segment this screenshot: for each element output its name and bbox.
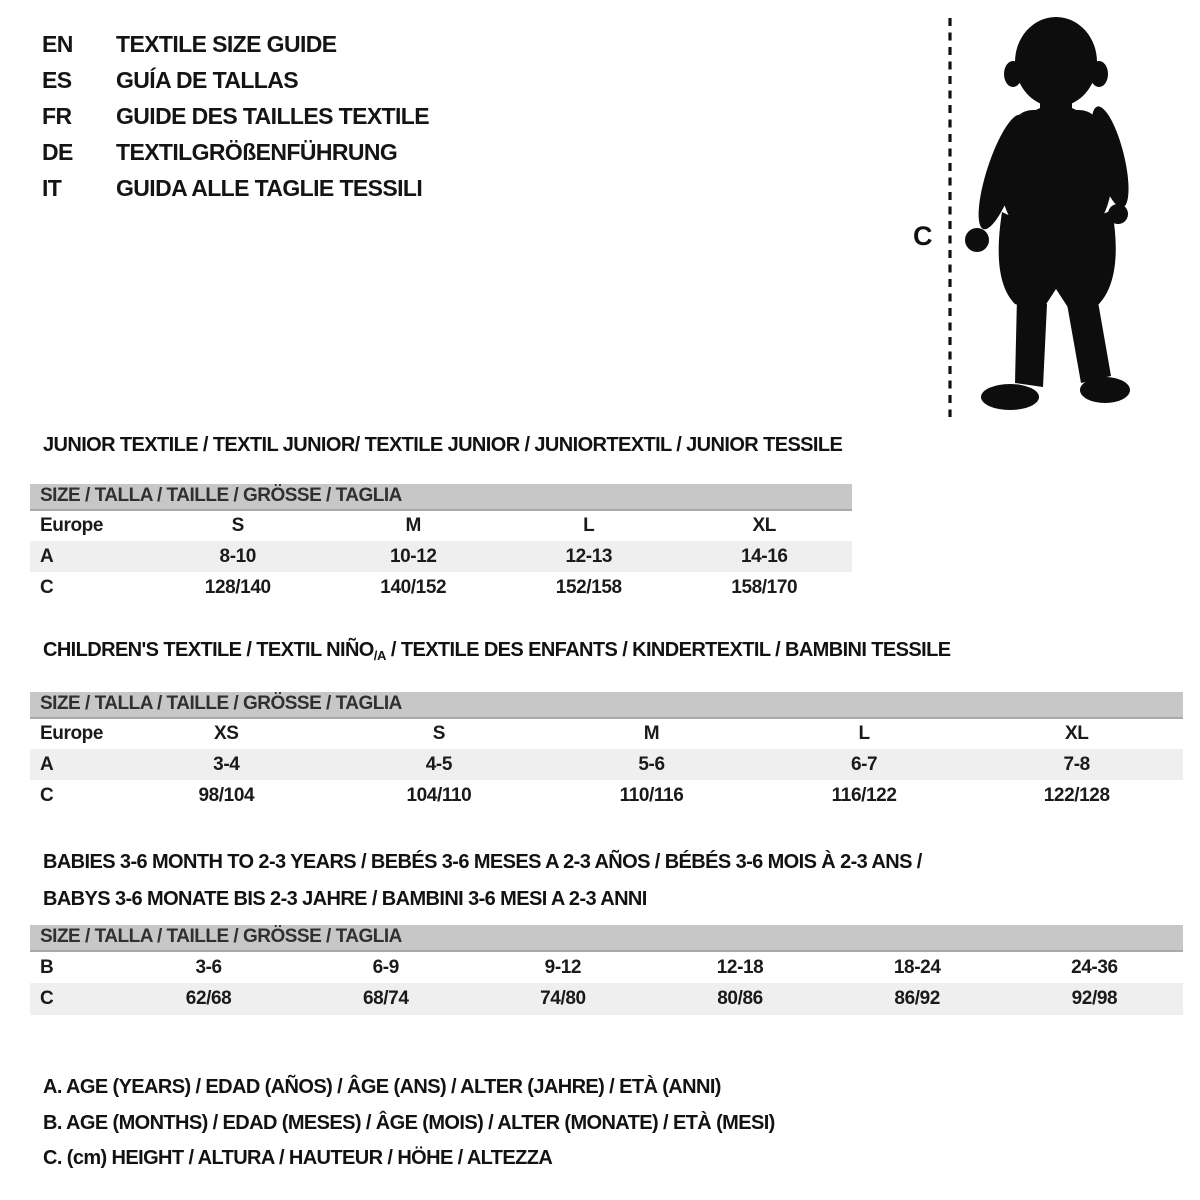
row-label: C <box>40 784 54 806</box>
table-cell: S <box>231 515 244 536</box>
table-cell: 104/110 <box>406 784 472 806</box>
lang-row-de <box>42 134 429 170</box>
table-cell: S <box>432 723 446 744</box>
table-cell: 9-12 <box>544 956 582 978</box>
lang-row-en <box>42 26 429 62</box>
height-measure-label: C <box>913 221 933 251</box>
size-header-bar: SIZE / TALLA / TAILLE / GRÖSSE / TAGLIA <box>30 692 1183 718</box>
lang-label: GUIDA ALLE TAGLIE TESSILI <box>116 174 423 201</box>
table-cell: 92/98 <box>1006 983 1183 1015</box>
title-text: CHILDREN'S TEXTILE / TEXTIL NIÑO <box>43 639 374 661</box>
table-cell: XS <box>214 723 239 744</box>
section-title-babies <box>43 844 922 918</box>
table-cell: M <box>405 515 421 536</box>
table-cell: 68/74 <box>297 983 474 1015</box>
row-label: A <box>30 541 150 572</box>
table-cell: 140/152 <box>380 576 447 598</box>
row-label: C <box>30 983 120 1015</box>
title-subscript: /A <box>373 648 386 663</box>
lang-code: FR <box>42 102 72 129</box>
child-height-figure <box>905 12 1155 424</box>
table-cell: 12-13 <box>501 541 677 572</box>
table-cell: 12-18 <box>716 956 764 978</box>
table-cell: 152/158 <box>555 576 622 598</box>
row-label: Europe <box>40 515 104 536</box>
table-cell: XL <box>752 515 776 536</box>
legend-line-c: C. (cm) HEIGHT / ALTURA / HAUTEUR / HÖHE / ALTEZZA <box>43 1147 553 1169</box>
lang-row-it <box>42 170 429 206</box>
table-row-months <box>30 951 1183 983</box>
row-label: Europe <box>40 723 104 744</box>
table-cell: 6-7 <box>758 749 971 780</box>
size-header-row <box>30 692 1183 718</box>
title-line-1: BABIES 3-6 MONTH TO 2-3 YEARS / BEBÉS 3-6 MESES A 2-3 AÑOS / BÉBÉS 3-6 MOIS À 2-3 ANS / <box>43 851 922 873</box>
table-cell: 74/80 <box>474 983 651 1015</box>
size-table-babies <box>30 925 1183 1015</box>
lang-row-es <box>42 62 429 98</box>
lang-code: EN <box>42 30 73 57</box>
table-cell: 3-4 <box>120 749 333 780</box>
table-cell: 110/116 <box>619 784 684 806</box>
size-table-children <box>30 692 1183 811</box>
table-cell: 128/140 <box>204 576 271 598</box>
table-row-height <box>30 780 1183 811</box>
row-label: C <box>40 576 54 598</box>
table-cell: 10-12 <box>326 541 502 572</box>
lang-label: TEXTILE SIZE GUIDE <box>116 30 337 57</box>
table-cell: 98/104 <box>198 784 255 806</box>
table-cell: 80/86 <box>651 983 828 1015</box>
section-title-junior: JUNIOR TEXTILE / TEXTIL JUNIOR/ TEXTILE JUNIOR / JUNIORTEXTIL / JUNIOR TESSILE <box>43 434 843 456</box>
title-line-2: BABYS 3-6 MONATE BIS 2-3 JAHRE / BAMBINI 3-6 MESI A 2-3 ANNI <box>43 888 647 910</box>
legend-line-b: B. AGE (MONTHS) / EDAD (MESES) / ÂGE (MOIS) / ALTER (MONATE) / ETÀ (MESI) <box>43 1111 775 1134</box>
table-cell: M <box>643 723 660 744</box>
lang-row-fr <box>42 98 429 134</box>
size-header-bar: SIZE / TALLA / TAILLE / GRÖSSE / TAGLIA <box>30 484 852 510</box>
table-cell: 122/128 <box>1043 784 1110 806</box>
table-cell: 18-24 <box>893 956 941 978</box>
table-cell: L <box>858 723 870 744</box>
table-cell: 5-6 <box>545 749 758 780</box>
table-cell: 6-9 <box>372 956 399 978</box>
table-row-europe <box>30 510 852 541</box>
toddler-silhouette-icon <box>965 17 1136 410</box>
lang-code: DE <box>42 138 73 165</box>
lang-label: GUÍA DE TALLAS <box>116 66 298 93</box>
legend-line-a: A. AGE (YEARS) / EDAD (AÑOS) / ÂGE (ANS) / ALTER (JAHRE) / ETÀ (ANNI) <box>43 1076 721 1098</box>
table-cell: XL <box>1064 723 1089 744</box>
lang-code: IT <box>42 174 62 201</box>
size-table-junior <box>30 484 852 603</box>
table-cell: 62/68 <box>120 983 297 1015</box>
table-row-height <box>30 572 852 603</box>
size-header-row <box>30 925 1183 951</box>
table-row-height <box>30 983 1183 1015</box>
table-cell: 7-8 <box>970 749 1183 780</box>
lang-label: TEXTILGRÖßENFÜHRUNG <box>116 138 398 165</box>
table-cell: 158/170 <box>731 576 798 598</box>
table-cell: 24-36 <box>1071 956 1118 978</box>
row-label: A <box>30 749 120 780</box>
size-header-bar: SIZE / TALLA / TAILLE / GRÖSSE / TAGLIA <box>30 925 1183 951</box>
table-cell: 3-6 <box>195 956 222 978</box>
row-label: B <box>40 956 54 978</box>
section-title-children <box>43 639 950 663</box>
table-cell: 116/122 <box>831 784 897 806</box>
lang-label: GUIDE DES TAILLES TEXTILE <box>116 102 429 129</box>
lang-code: ES <box>42 66 72 93</box>
table-cell: 14-16 <box>677 541 853 572</box>
table-row-europe <box>30 718 1183 749</box>
table-cell: 4-5 <box>333 749 546 780</box>
table-cell: 86/92 <box>829 983 1006 1015</box>
language-list <box>42 26 429 206</box>
legend <box>43 1070 775 1177</box>
title-text: / TEXTILE DES ENFANTS / KINDERTEXTIL / BAMBINI TESSILE <box>385 639 951 661</box>
size-header-row <box>30 484 852 510</box>
table-cell: L <box>583 515 595 536</box>
table-cell: 8-10 <box>150 541 326 572</box>
table-row-age <box>30 541 852 572</box>
table-row-age <box>30 749 1183 780</box>
